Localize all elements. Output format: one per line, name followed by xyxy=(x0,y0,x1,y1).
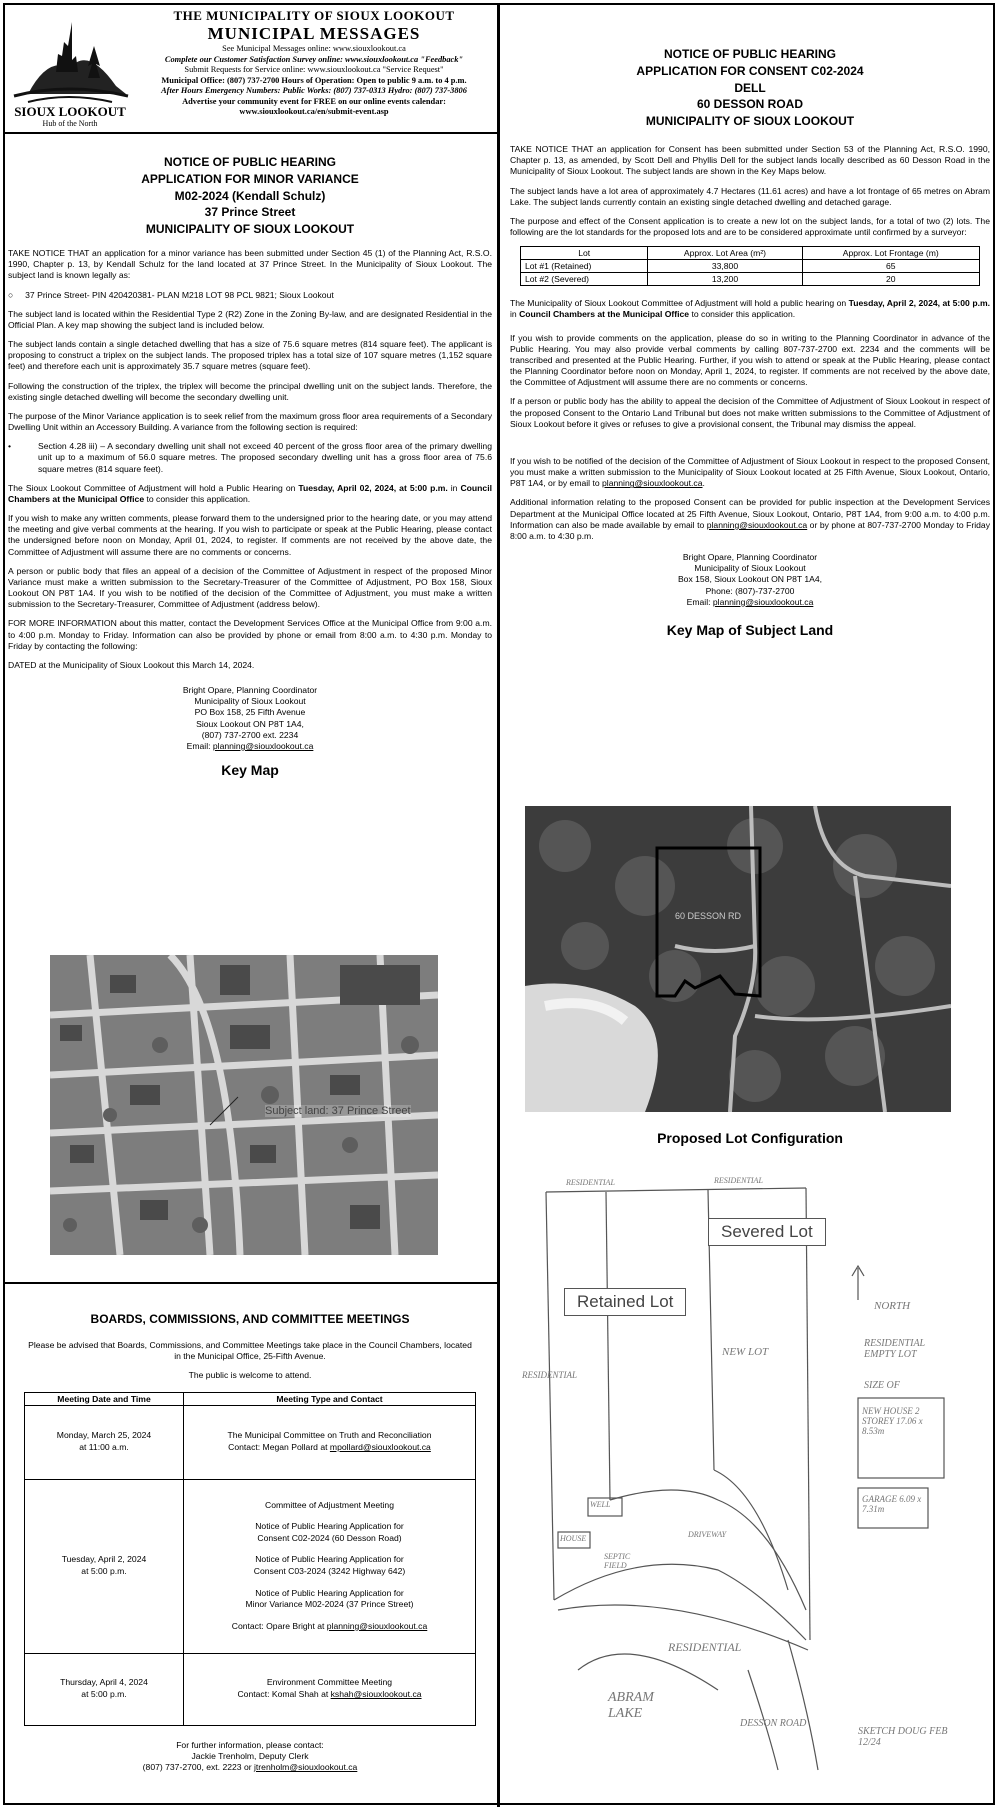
masthead-line1: THE MUNICIPALITY OF SIOUX LOOKOUT xyxy=(173,8,455,23)
residential-top-right: RESIDENTIAL xyxy=(714,1176,763,1185)
meetings-col-date: Meeting Date and Time xyxy=(25,1392,184,1405)
variance-bullet: • Section 4.28 iii) – A secondary dwelling unit shall not exceed 40 percent of the gross floor area of the primary dwelling unit up to a maximum of 56.0 square metres. The proposed secondary dwelling unit has a gross floor area of 75.6 square metres (814 square feet). xyxy=(8,441,492,474)
consent-para-3: The purpose and effect of the Consent application is to create a new lot on the subject lands, for a total of two (2) lots. The following are the lot standards for the proposed lots and are to be considered approximate until confirmed by a surveyor: xyxy=(510,215,990,238)
masthead-line5: Submit Requests for Service online: www.siouxlookout.ca "Service Request" xyxy=(184,65,444,74)
new-lot-label: NEW LOT xyxy=(722,1346,769,1358)
masthead-line7: After Hours Emergency Numbers: Public Works: (807) 737-0313 Hydro: (807) 737-3806 xyxy=(161,86,467,95)
masthead-line8: Advertise your community event for FREE on our online events calendar: xyxy=(182,96,446,106)
residential-left: RESIDENTIAL xyxy=(522,1370,577,1380)
masthead-title: MUNICIPAL MESSAGES xyxy=(207,24,421,43)
masthead-line6: Municipal Office: (807) 737-2700 Hours of Operation: Open to public 9 a.m. to 4 p.m. xyxy=(161,75,467,85)
consent-email-link-2[interactable]: planning@siouxlookout.ca xyxy=(706,519,808,530)
variance-contact: Bright Opare, Planning Coordinator Municipality of Sioux Lookout PO Box 158, 25 Fifth Avenue Sioux Lookout ON P8T 1A4, (807) 737-2700 ext. 2234 Email: planning@siouxlookout.ca xyxy=(182,685,318,751)
new-house-label: NEW HOUSE 2 STOREY 17.06 x 8.53m xyxy=(862,1406,923,1436)
meetings-public-welcome: The public is welcome to attend. xyxy=(188,1370,312,1381)
size-of-label: SIZE OF xyxy=(864,1380,900,1391)
column-divider xyxy=(497,3,500,1807)
retained-lot-label: Retained Lot xyxy=(564,1288,686,1316)
consent-para-5: If you wish to provide comments on the application, please do so in writing to the Planning Coordinator in advance of the Public Hearing. You may also provide verbal comments by calling 807-737-2700 ext. 2234 and the comments will be transcribed and presented at the Public Hearing. Further, if you wish to attend or speak at the Public Hearing, please contact the Planning Coordinator before noon on Monday, April 1, 2024, to register. If comments are not received by the above date, the Committee of Adjustment will assume there are no comments or concerns. xyxy=(510,332,990,388)
key-map-title: Key Map xyxy=(221,762,279,779)
consent-email-link-1[interactable]: planning@siouxlookout.ca xyxy=(602,478,703,489)
meetings-col-type: Meeting Type and Contact xyxy=(184,1392,476,1405)
variance-para-4: Following the construction of the triplex, the triplex will become the principal dwelling unit on the subject lands. Therefore, the existing single detached dwelling will become the secondary dwelling unit. xyxy=(8,380,492,402)
variance-legal: ○ 37 Prince Street- PIN 420420381- PLAN M218 LOT 98 PCL 9821; Sioux Lookout xyxy=(8,289,334,300)
variance-email-link[interactable]: planning@siouxlookout.ca xyxy=(212,741,314,751)
meetings-section xyxy=(8,1312,492,1773)
table-row: Thursday, April 4, 2024 at 5:00 p.m. Environment Committee Meeting Contact: Komal Shah at kshah@siouxlookout.ca xyxy=(25,1653,476,1725)
planning-email-link[interactable]: planning@siouxlookout.ca xyxy=(326,1620,428,1631)
well-label: WELL xyxy=(590,1500,611,1509)
masthead-line3: See Municipal Messages online: www.siouxlookout.ca xyxy=(222,44,406,53)
section-divider xyxy=(5,1282,497,1284)
abram-lake-label: ABRAM LAKE xyxy=(608,1690,654,1721)
key-map-aerial xyxy=(50,955,438,1255)
variance-para-3: The subject lands contain a single detached dwelling that has a size of 75.6 square metres (814 square feet). The applicant is proposing to construct a triplex on the subject lands. The proposed triplex has a total size of 107 square metres (1,152 square feet) and therefore each unit is approximately 35.7 square metres (square feet). xyxy=(8,339,492,372)
minor-variance-notice xyxy=(8,154,492,778)
variance-para-2: The subject land is located within the Residential Type 2 (R2) Zone in the Zoning By-law, and are designated Residential in the Official Plan. A key map showing the subject land is included below. xyxy=(8,308,492,330)
consent-contact-email-link[interactable]: planning@siouxlookout.ca xyxy=(712,596,814,607)
logo-tagline: Hub of the North xyxy=(42,119,98,128)
consent-para-6: If a person or public body has the ability to appeal the decision of the Committee of Adjustment of Sioux Lookout in respect of the proposed Consent to the Ontario Land Tribunal but does not make written submissions to the Committee of Adjustment of Sioux Lookout before it gives or refuses to give a provisional consent, the Tribunal may dismiss the appeal. xyxy=(510,396,990,429)
house-label: HOUSE xyxy=(560,1534,587,1543)
consent-para-2: The subject lands have a lot area of approximately 4.7 Hectares (11.61 acres) and have a lot frontage of 65 metres on Abram Lake. The subject lands currently contain an existing single detached dwelling and detached garage. xyxy=(510,185,990,207)
kshah-email-link[interactable]: kshah@siouxlookout.ca xyxy=(330,1689,422,1700)
table-row: Lot #2 (Severed) 13,200 20 xyxy=(521,273,980,286)
meetings-contact: For further information, please contact: Jackie Trenholm, Deputy Clerk (807) 737-2700, ext. 2223 or jtrenholm@siouxlookout.ca xyxy=(142,1739,358,1772)
septic-label: SEPTIC FIELD xyxy=(604,1552,631,1570)
variance-para-5: The purpose of the Minor Variance application is to seek relief from the maximum gross floor area requirements of a Secondary Dwelling Unit within an Accessory Building. A variance from the following section is required: xyxy=(8,410,492,433)
sioux-lookout-logo-icon xyxy=(8,16,132,128)
masthead-line4: Complete our Customer Satisfaction Survey online: www.siouxlookout.ca "Feedback" xyxy=(164,54,464,64)
proposed-lot-sketch xyxy=(518,1170,986,1780)
lot-standards-table: Lot Approx. Lot Area (m²) Approx. Lot Frontage (m) Lot #1 (Retained) 33,800 65 Lot #2 (Severed) 13,200 20 xyxy=(520,246,980,286)
meetings-intro: Please be advised that Boards, Commissions, and Committee Meetings take place in the Council Chambers, located in the Municipal Office, 25-Fifth Avenue. xyxy=(28,1340,472,1362)
residential-bottom: RESIDENTIAL xyxy=(668,1640,742,1654)
table-row: Lot #1 (Retained) 33,800 65 xyxy=(521,260,980,273)
desson-road-label: DESSON ROAD xyxy=(740,1718,807,1729)
variance-title: NOTICE OF PUBLIC HEARING APPLICATION FOR MINOR VARIANCE M02-2024 (Kendall Schulz) 37 Prince Street MUNICIPALITY OF SIOUX LOOKOUT xyxy=(141,155,359,237)
proposed-lot-title: Proposed Lot Configuration xyxy=(657,1130,843,1146)
driveway-label: DRIVEWAY xyxy=(688,1530,727,1539)
variance-para-9: FOR MORE INFORMATION about this matter, contact the Development Services Office at the Municipal Office from 9:00 a.m. to 4:00 p.m. Monday to Friday. Information can also be provided by phone or email from 8:00 a.m. to 4:30 p.m. Monday to Friday by contacting the following: xyxy=(8,618,492,651)
north-label: NORTH xyxy=(874,1300,911,1312)
residential-empty-lot: RESIDENTIAL EMPTY LOT xyxy=(864,1338,925,1360)
consent-map-label: 60 DESSON RD xyxy=(675,911,742,921)
lot-sketch-drawing xyxy=(518,1170,986,1780)
variance-para-1: TAKE NOTICE THAT an application for a minor variance has been submitted under Section 45 (1) of the Planning Act, R.S.O. 1990, Chapter p. 13, by Kendall Schulz for the land located at 37 Prince Street. In the Municipality of Sioux Lookout. The subject land is known legally as: xyxy=(8,247,492,281)
consent-para-7: If you wish to be notified of the decision of the Committee of Adjustment of Sioux Lookout in respect to the proposed Consent, you must make a written submission to the Municipality of Sioux Lookout located at 25 Fifth Avenue, Sioux Lookout, Ontario, P8T 1A4, or by email to planning@siouxlookout.ca. xyxy=(510,455,990,489)
garage-label: GARAGE 6.09 x 7.31m xyxy=(862,1494,922,1514)
consent-title: NOTICE OF PUBLIC HEARING APPLICATION FOR CONSENT C02-2024 DELL 60 DESSON ROAD MUNICIPALITY OF SIOUX LOOKOUT xyxy=(636,47,864,129)
consent-para-8: Additional information relating to the proposed Consent can be provided for public inspection at the Development Services Department at the Municipal Office located at 25 Fifth Avenue, Sioux Lookout, Ontario, P8T 1A4, from 9:00 a.m. to 4:00 p.m. Information can also be made available by email to planning@siouxlookout.ca or by phone at 807-737-2700 Monday to Friday 8:00 a.m. to 4:30 p.m. xyxy=(510,497,990,541)
masthead xyxy=(8,8,492,130)
variance-para-8: A person or public body that files an appeal of a decision of the Committee of Adjustment in respect of the proposed Minor Variance must make a written submission to the Secretary-Treasurer of the Committee of Adjustment, PO Box 158, Sioux Lookout ON P8T 1A4. If you wish to be notified of the decision of the Committee of Adjustment, you must make a written submission to the Secretary-Treasurer, Committee of Adjustment (address below). xyxy=(8,565,492,610)
consent-key-map-title: Key Map of Subject Land xyxy=(666,621,834,638)
consent-key-map-aerial xyxy=(525,806,951,1112)
residential-top-left: RESIDENTIAL xyxy=(566,1178,615,1187)
table-row: Monday, March 25, 2024 at 11:00 a.m. The Municipal Committee on Truth and Reconciliation Contact: Megan Pollard at mpollard@siouxlookout.ca xyxy=(25,1405,476,1479)
jtrenholm-email-link[interactable]: jtrenholm@siouxlookout.ca xyxy=(254,1761,358,1772)
logo-name: SIOUX LOOKOUT xyxy=(14,104,126,119)
variance-para-7: If you wish to make any written comments, please forward them to the undersigned prior to the hearing date, or you may attend the meeting and give verbal comments at the hearing. If you wish to participate or speak at the Public Hearing, please contact the undersigned before noon on Monday, April 01, 2024, to register. If comments are not received by the above date, the Committee of Adjustment will assume there are no comments or concerns. xyxy=(8,513,492,557)
masthead-divider xyxy=(5,132,497,134)
sketch-signature: SKETCH DOUG FEB 12/24 xyxy=(858,1726,948,1748)
consent-notice xyxy=(510,46,990,638)
variance-dated: DATED at the Municipality of Sioux Lookout this March 14, 2024. xyxy=(8,659,255,670)
consent-para-4: The Municipality of Sioux Lookout Committee of Adjustment will hold a public hearing on Tuesday, April 2, 2024, at 5:00 p.m. in Council Chambers at the Municipal Office to consider this application. xyxy=(510,298,990,320)
severed-lot-label: Severed Lot xyxy=(708,1218,826,1246)
table-row: Tuesday, April 2, 2024 at 5:00 p.m. Committee of Adjustment Meeting Notice of Public Hearing Application for Consent C02-2024 (60 Desson Road) Notice of Public Hearing Application for Consent C03-2024 (3242 Highway 642) Notice of Public Hearing Application for Minor Variance M02-2024 (37 Prince Street) Contact: Opare Bright at planning@siouxlookout.ca xyxy=(25,1479,476,1653)
key-map-label: Subject land: 37 Prince Street xyxy=(265,1105,411,1117)
mpollard-email-link[interactable]: mpollard@siouxlookout.ca xyxy=(329,1442,431,1453)
variance-para-6: The Sioux Lookout Committee of Adjustment will hold a Public Hearing on Tuesday, April 02, 2024, at 5:00 p.m. in Council Chambers at the Municipal Office to consider this application. xyxy=(8,482,492,504)
consent-para-1: TAKE NOTICE THAT an application for Consent has been submitted under Section 53 of the Planning Act, R.S.O. 1990, Chapter p. 13, as amended, by Scott Dell and Phyllis Dell for the subject lands locally described as 60 Desson Road in the Municipality of Sioux Lookout. The subject lands are shown in the Key Maps below. xyxy=(510,143,990,177)
meetings-title: BOARDS, COMMISSIONS, AND COMMITTEE MEETINGS xyxy=(90,1312,410,1326)
consent-contact: Bright Opare, Planning Coordinator Municipality of Sioux Lookout Box 158, Sioux Lookout ON P8T 1A4, Phone: (807)-737-2700 Email: planning@siouxlookout.ca xyxy=(677,552,823,607)
masthead-line9: www.siouxlookout.ca/en/submit-event.asp xyxy=(239,107,389,116)
meetings-table xyxy=(24,1392,476,1726)
